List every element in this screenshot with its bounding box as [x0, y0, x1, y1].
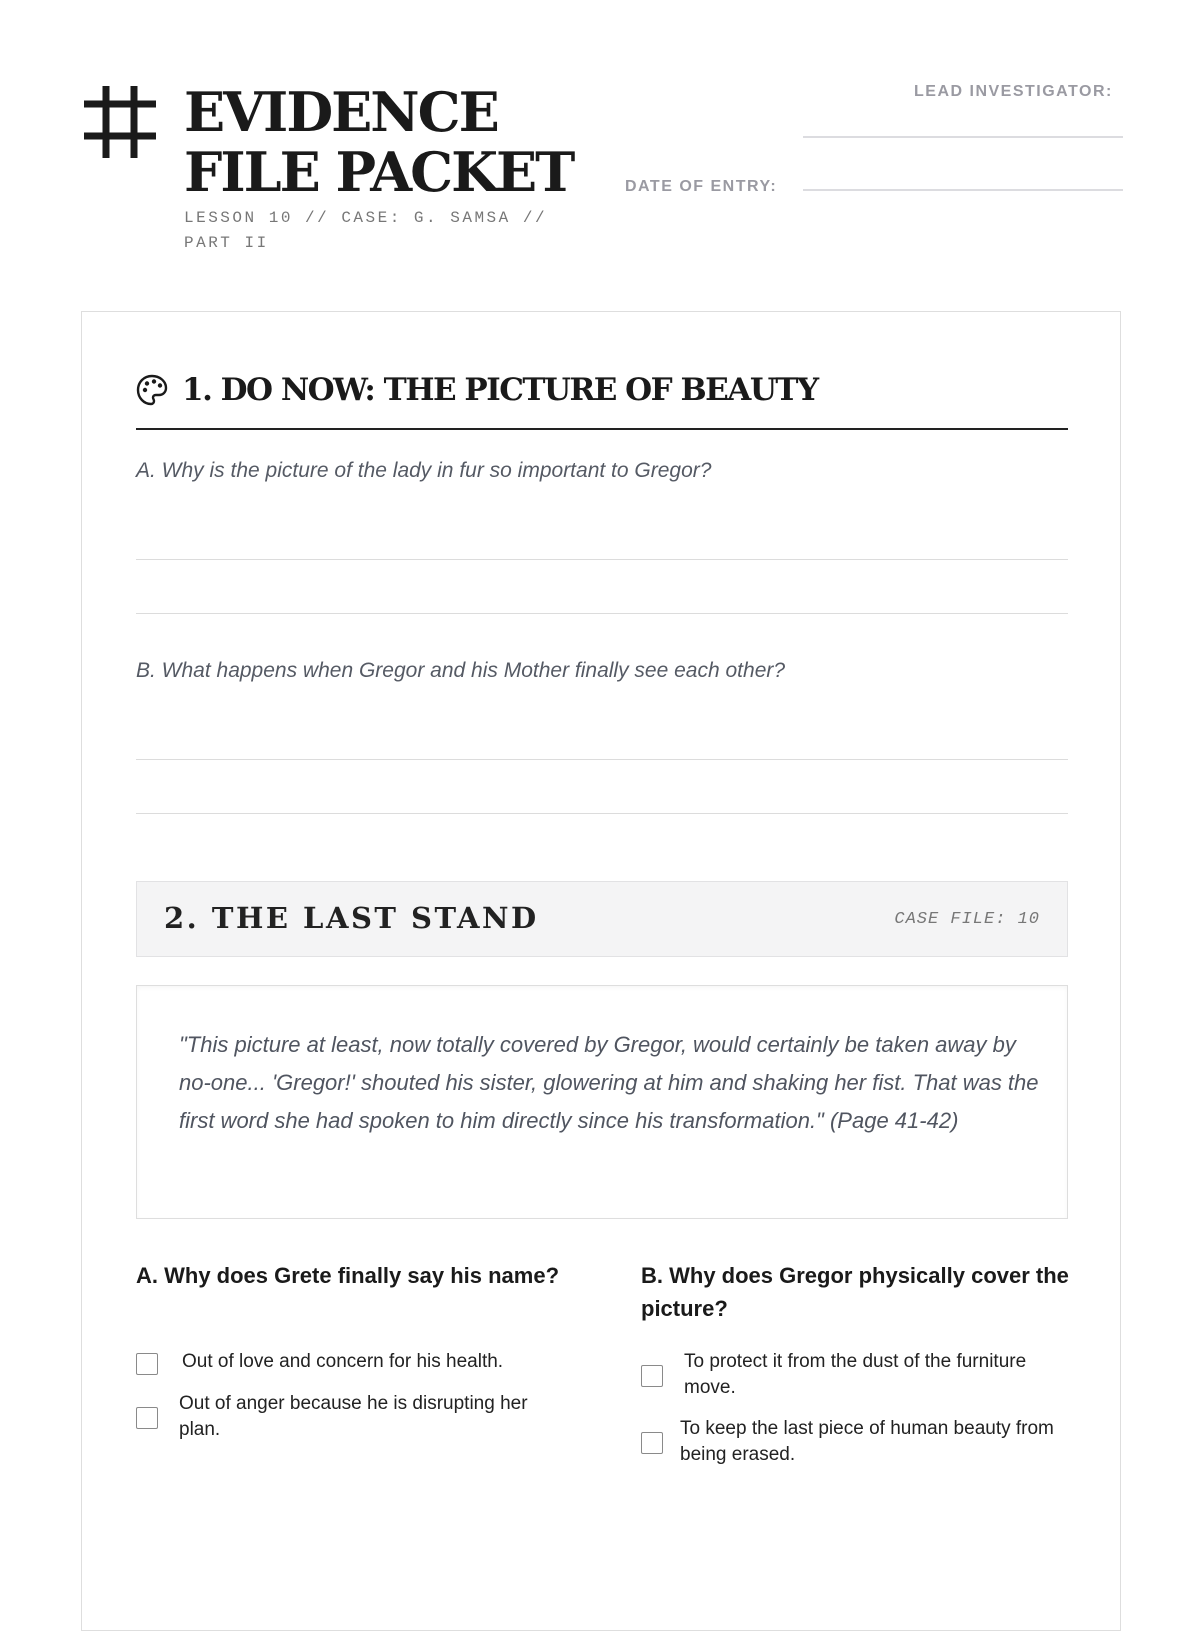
option-label: Out of anger because he is disrupting her plan.	[179, 1393, 528, 1440]
lead-investigator-label: LEAD INVESTIGATOR:	[914, 83, 1113, 100]
date-of-entry-field[interactable]	[803, 189, 1123, 191]
checkbox[interactable]	[136, 1407, 158, 1429]
question-1a: A. Why is the picture of the lady in fur so important to Gregor?	[136, 459, 712, 482]
date-of-entry-label: DATE OF ENTRY:	[625, 178, 778, 195]
page-subtitle: LESSON 10 // CASE: G. SAMSA // PART II	[184, 209, 548, 252]
palette-icon	[136, 374, 168, 406]
section-1-title: 1. DO NOW: THE PICTURE OF BEAUTY	[182, 372, 818, 408]
answer-line-1b-2[interactable]	[136, 813, 1068, 814]
page-title: EVIDENCE FILE PACKET	[184, 80, 574, 204]
quote-text: "This picture at least, now totally covered by Gregor, would certainly be taken away by no-one... 'Gregor!' shouted his sister, glowering at him and shaking her fist. That was the first word she had spoken to him directly since his transformation." (Page 41-42)	[179, 1032, 1039, 1133]
answer-line-1b-1[interactable]	[136, 759, 1068, 760]
section-2-title: 2. THE LAST STAND	[164, 901, 539, 935]
question-1b: B. What happens when Gregor and his Mother finally see each other?	[136, 659, 786, 682]
section-1-header	[136, 370, 1068, 430]
answer-line-1a-1[interactable]	[136, 559, 1068, 560]
case-file-label: CASE FILE: 10	[894, 910, 1040, 929]
question-2a: A. Why does Grete finally say his name?	[136, 1263, 560, 1288]
option-label: To protect it from the dust of the furniture move.	[684, 1351, 1027, 1398]
section-2-header	[136, 881, 1068, 957]
quote-box	[136, 985, 1068, 1219]
hash-icon	[84, 86, 156, 158]
lead-investigator-field[interactable]	[803, 136, 1123, 138]
option-label: To keep the last piece of human beauty from being erased.	[680, 1418, 1054, 1465]
checkbox[interactable]	[136, 1353, 158, 1375]
answer-line-1a-2[interactable]	[136, 613, 1068, 614]
checkbox[interactable]	[641, 1365, 663, 1387]
option-label: Out of love and concern for his health.	[182, 1351, 504, 1372]
checkbox[interactable]	[641, 1432, 663, 1454]
question-2b: B. Why does Gregor physically cover the picture?	[641, 1263, 1069, 1321]
